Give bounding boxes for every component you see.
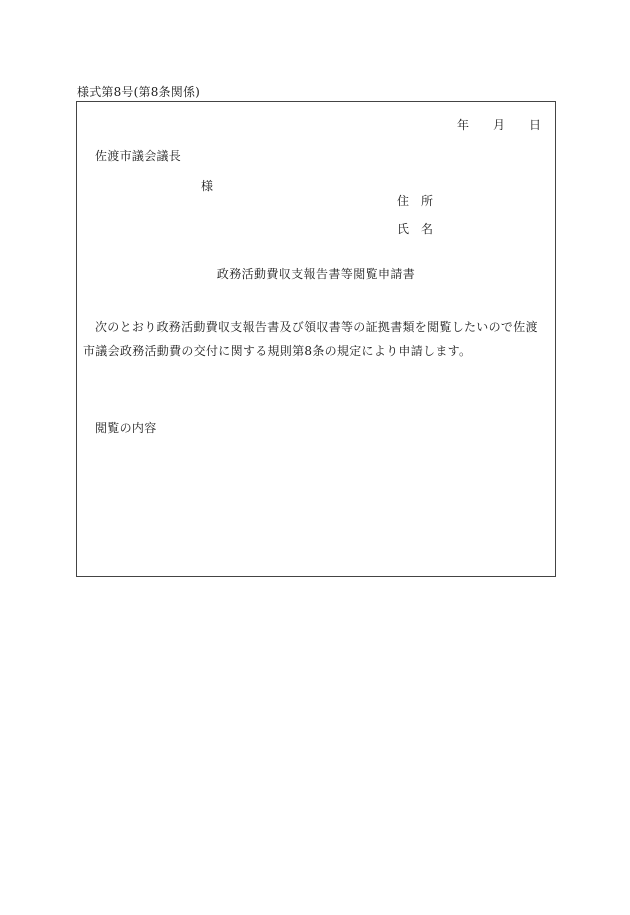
honorific: 様 xyxy=(201,179,214,193)
application-form-box xyxy=(76,101,556,577)
date-day-label: 日 xyxy=(529,118,542,132)
document-title: 政務活動費収支報告書等閲覧申請書 xyxy=(216,267,416,281)
date-year-label: 年 xyxy=(457,118,470,132)
application-body-text: 次のとおり政務活動費収支報告書及び領収書等の証拠書類を閲覧したいので佐渡市議会政務活動費の交付に関する規則第8条の規定により申請します。 xyxy=(83,320,538,358)
inspection-content-label: 閲覧の内容 xyxy=(95,421,157,435)
addressee: 佐渡市議会議長 xyxy=(95,149,182,163)
applicant-name-label: 氏 名 xyxy=(397,222,434,236)
form-number-label: 様式第8号(第8条関係) xyxy=(77,85,201,99)
date-month-label: 月 xyxy=(493,118,506,132)
applicant-address-label: 住 所 xyxy=(397,194,434,208)
